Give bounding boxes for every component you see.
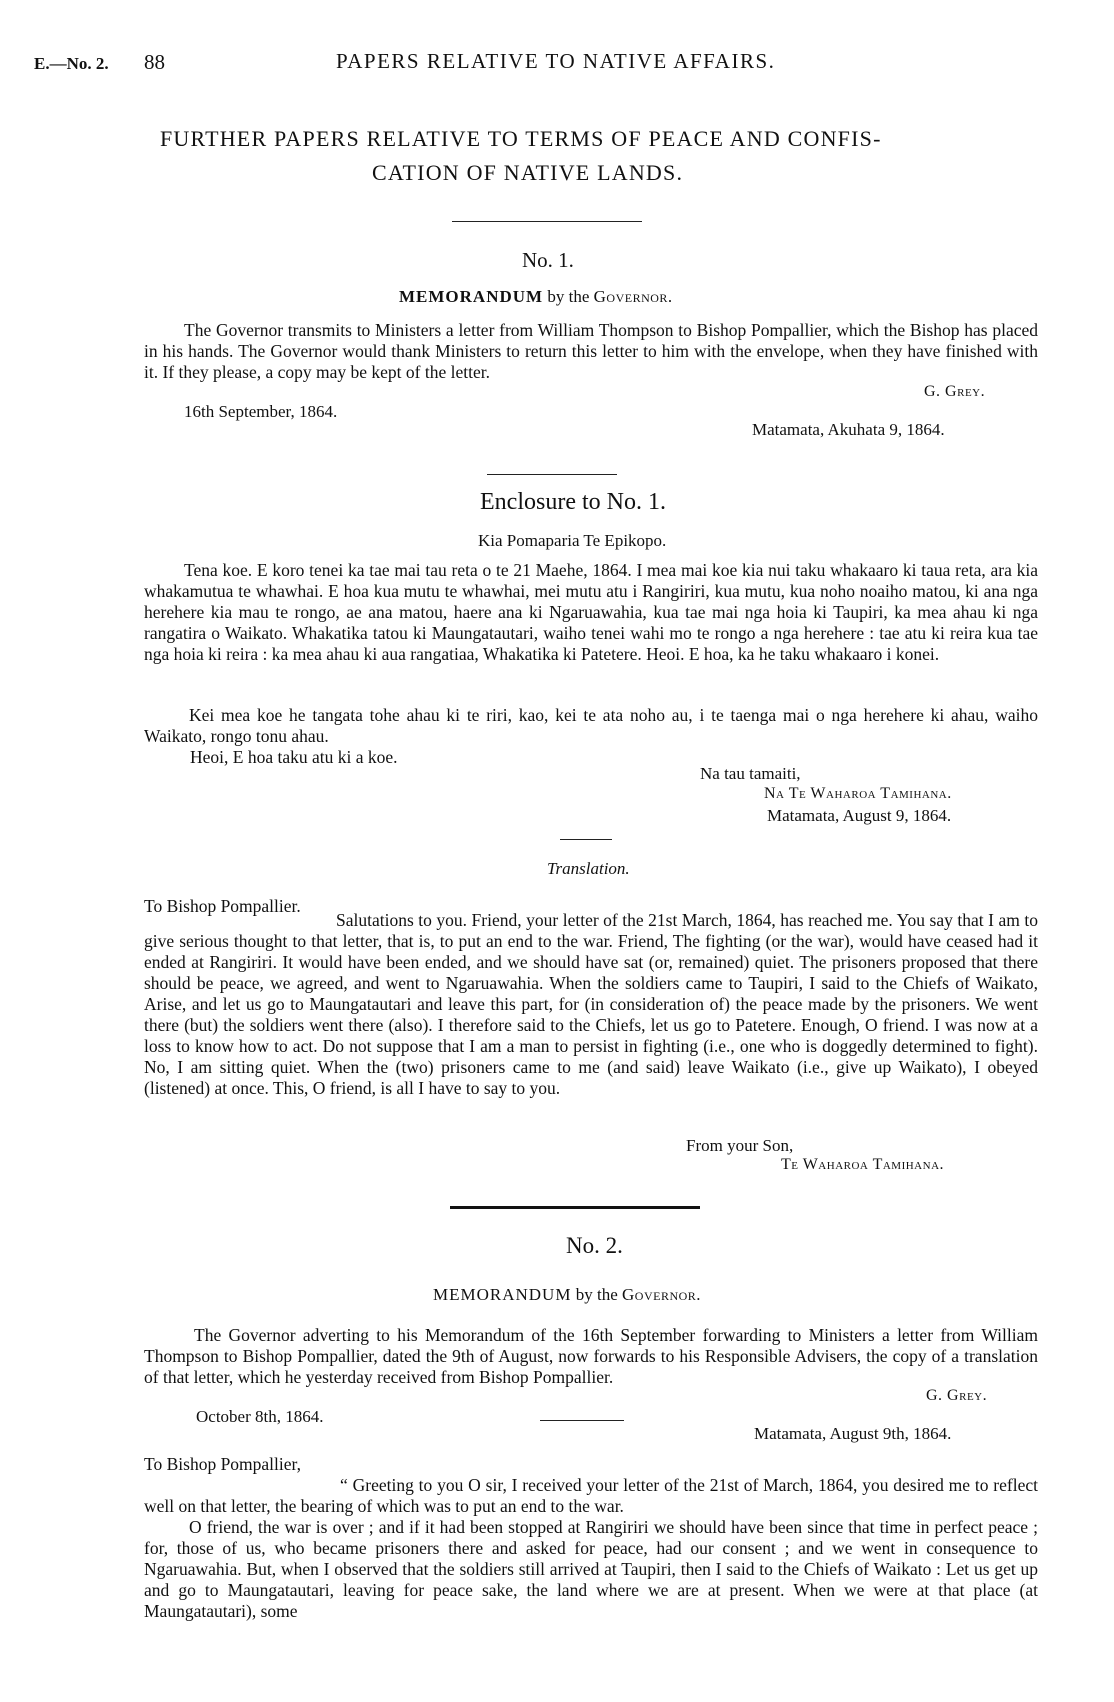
memorandum-body-1: The Governor transmits to Ministers a letter from William Thompson to Bishop Pompallier, which the Bishop has placed in his hands. The Governor would thank Ministers to return this letter to him with the envelope, when they have finished with it. If they please, a copy may be kept of the letter. <box>144 320 1038 382</box>
section-divider <box>450 1206 700 1209</box>
letter2-paragraph-1: “ Greeting to you O sir, I received your letter of the 21st of March, 1864, you desired me to reflect well on that letter, the bearing of which was to put an end to the war. <box>144 1475 1038 1516</box>
enclosure-place-date: Matamata, August 9, 1864. <box>767 806 952 825</box>
memo-by: by the <box>543 287 594 306</box>
translation-title: Translation. <box>547 859 630 878</box>
memorandum-body-2: The Governor adverting to his Memorandum of the 16th September forwarding to Ministers a letter from William Thompson to Bishop Pompallier, dated the 9th of August, now forwards to his Responsible Advisers, the copy of a translation of that letter, which he yesterday received from Bishop Pompallier. <box>144 1325 1038 1387</box>
signature-grey-2: G. Grey. <box>926 1387 988 1404</box>
translation-body: Salutations to you. Friend, your letter of the 21st March, 1864, has reached me. You say that I am to give serious thought to that letter, that is, to put an end to the war. Friend, The fighting (or the war), would have ceased had it ended at Rangiriri. It would have been ended, and we should have sat (or, remained) quiet. The prisoners proposed that there should be peace, we agreed, and went to Ngaruawahia. When the soldiers came to Taupiri, I said to the Chiefs of Waikato, Arise, and let us go to Maungatautari and leave this part, for (in consideration of) the peace made by the prisoners. We went there (but) the soldiers went there (also). I therefore said to the Chiefs, let us go to Patetere. Enough, O friend. I was now at a loss to know how to act. Do not suppose that I am a man to persist in fighting (i.e., one who is doggedly determined to fight). No, I am sitting quiet. When the (two) prisoners came to me (and said) leave Waikato (i.e., give up Waikato), I obeyed (listened) at once. This, O friend, is all I have to say to you. <box>144 910 1038 1098</box>
section-number-1: No. 1. <box>522 248 574 272</box>
running-title: PAPERS RELATIVE TO NATIVE AFFAIRS. <box>336 49 776 73</box>
memo-date-2: October 8th, 1864. <box>196 1407 324 1426</box>
section-number-2: No. 2. <box>566 1233 623 1258</box>
enclosure-paragraph-1: Tena koe. E koro tenei ka tae mai tau reta o te 21 Maehe, 1864. I mea mai koe kia nui taku whakaaro ki taua reta, ara kia whakamutua te whawhai. E hoa kua mutu te whawhai, mei mutu atu i Rangiriri, kua mutu, kua noho noaiho matou, ki ana nga herehere kia mau te rongo, ae ana matou, haere ana ki Ngaruawahia, kua tae mai nga hoia ki Taupiri, ka mea ahau ki nga rangatira o Waikato. Whakatika tatou ki Maungatautari, waiho tenei wahi mo te rongo a nga herehere : tae atu ki reira kua tae nga hoia ki reira : ka mea ahau ki aua rangatiaa, Whakatika ki Patetere. Heoi. E hoa, ka he taku whakaaro i konei. <box>144 560 1038 664</box>
enclosure-closing: Na tau tamaiti, <box>700 764 801 783</box>
memo-label: MEMORANDUM <box>399 287 544 306</box>
signature-grey-1: G. Grey. <box>924 383 986 400</box>
page-number: 88 <box>144 50 165 74</box>
memorandum-heading-2 <box>433 1285 701 1305</box>
letter-place-date-2: Matamata, August 9th, 1864. <box>754 1424 952 1443</box>
enclosure-title: Enclosure to No. 1. <box>480 489 666 515</box>
memorandum-heading-1 <box>399 287 673 307</box>
document-title-line1: FURTHER PAPERS RELATIVE TO TERMS OF PEACE AND CONFIS- <box>160 126 882 151</box>
enclosure-addressee: Kia Pomaparia Te Epikopo. <box>478 531 667 550</box>
memo-date-1: 16th September, 1864. <box>184 402 338 421</box>
letter-place-date-1: Matamata, Akuhata 9, 1864. <box>752 420 945 439</box>
letter2-paragraph-2: O friend, the war is over ; and if it had been stopped at Rangiriri we should have been since that time in perfect peace ; for, those of us, who became prisoners there and asked for peace, had our consent ; and we went in consequence to Ngaruawahia. But, when I observed that the soldiers still arrived at Taupiri, then I said to the Chiefs of Waikato : Let us get up and go to Maungatautari, leaving for peace sake, the land where we are at present. When we were at that place (at Maungatautari), some <box>144 1517 1038 1621</box>
memo-by: by the <box>571 1285 622 1304</box>
enclosure-paragraph-3: Heoi, E hoa taku atu ki a koe. <box>190 747 398 767</box>
divider <box>560 839 612 840</box>
memo-governor: Governor. <box>622 1285 702 1304</box>
memo-governor: Governor. <box>593 287 673 306</box>
document-title-line2: CATION OF NATIVE LANDS. <box>372 160 684 185</box>
memo-label: MEMORANDUM <box>433 1285 572 1304</box>
letter2-to: To Bishop Pompallier, <box>144 1454 302 1474</box>
translation-signature: Te Waharoa Tamihana. <box>781 1156 945 1173</box>
sign-name: Te Waharoa Tamihana. <box>788 785 952 802</box>
divider <box>540 1420 624 1421</box>
translation-closing: From your Son, <box>686 1136 794 1155</box>
document-reference: E.—No. 2. <box>34 54 109 73</box>
divider <box>452 221 642 222</box>
translation-to: To Bishop Pompallier. <box>144 896 301 916</box>
divider <box>487 474 617 475</box>
enclosure-signature <box>764 785 952 803</box>
enclosure-paragraph-2: Kei mea koe he tangata tohe ahau ki te riri, kao, kei te ata noho au, i te taenga mai o nga herehere ki ahau, waiho Waikato, rongo tonu ahau. <box>144 705 1038 746</box>
sign-prefix: Na <box>764 785 789 802</box>
